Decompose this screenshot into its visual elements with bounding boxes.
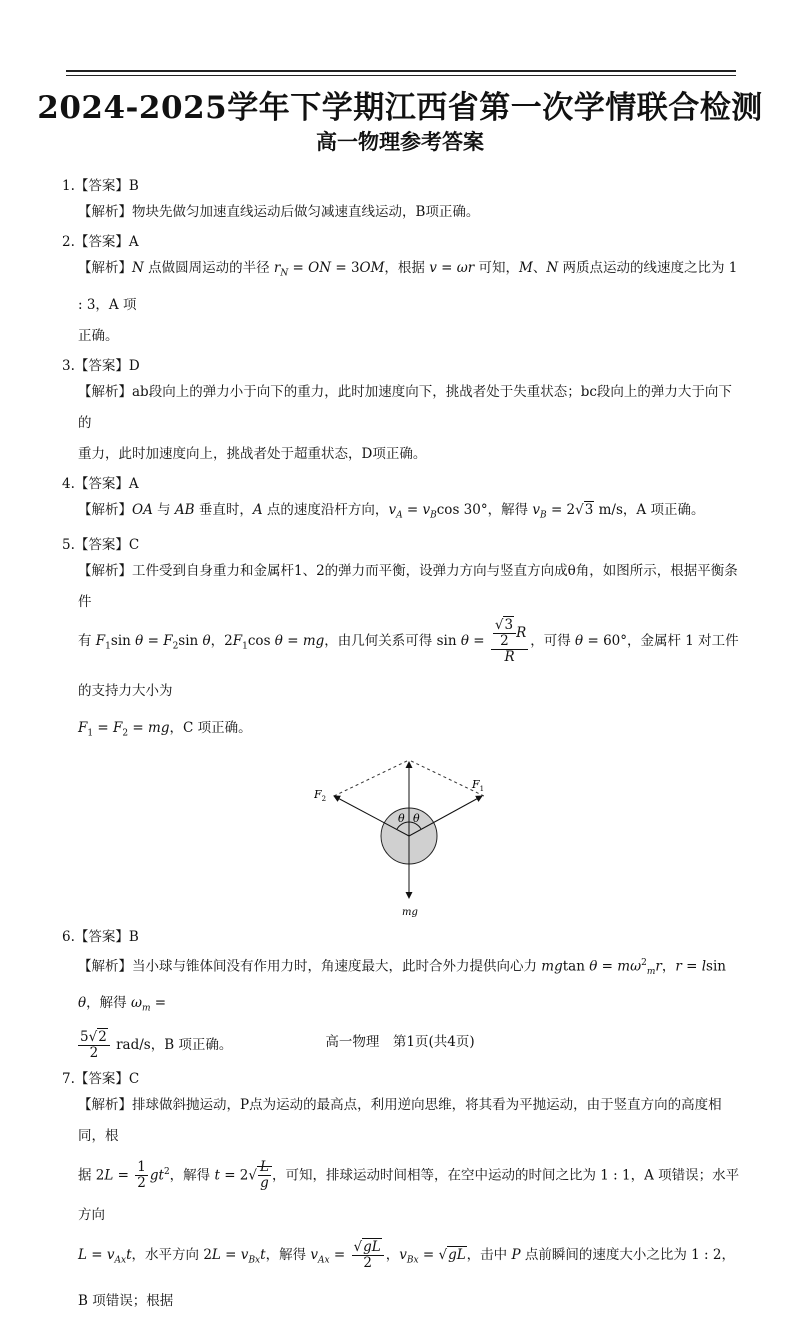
page-title: 2024-2025学年下学期江西省第一次学情联合检测 bbox=[37, 90, 763, 126]
q1-answer: 1.【答案】B bbox=[62, 178, 139, 194]
f1-label: $F_1$ bbox=[472, 777, 484, 793]
q1-analysis-text: 【解析】物块先做匀加速直线运动后做匀减速直线运动，B项正确。 bbox=[78, 204, 480, 220]
mg-label: mg bbox=[402, 906, 418, 918]
theta-label-left: θ bbox=[398, 811, 405, 825]
q7-analysis: 【解析】排球做斜抛运动，P点为运动的最高点，利用逆向思维，将其看为平抛运动，由于竖直方向的高度相同，根 据 2L = $\frac{1}{2}$ $gt^2$，解得 t = 2√ $\frac{L}{g}$ ，可知，排球运动时间相等，在空中运动的时间之比为 1 : 1，A 项错误；水平方向 $L = v_{Ax}t$，水平方向 $2L = v_{Bx}t$，解得 $v_{Ax}$ = $\frac{√gL}{2}$ ，$v_{Bx} = √gL$，击中 P 点前瞬间的速度大小之比为 1 : 2，B 项错误；根据 bbox=[62, 1090, 740, 1321]
q1-analysis bbox=[62, 197, 740, 228]
q7-analysis-line1: 【解析】排球做斜抛运动，P点为运动的最高点，利用逆向思维，将其看为平抛运动，由于竖直方向的高度相同，根 bbox=[78, 1096, 722, 1144]
header-rule-top bbox=[66, 70, 736, 72]
q5-analysis: 【解析】工件受到自身重力和金属杆1、2的弹力而平衡，设弹力方向与竖直方向成θ角，如图所示，根据平衡条件 有 $F_1\sin$ $\theta = F_2\sin$ θ，$2F_1\cos$ θ = mg，由几何关系可得 sin θ = $\frac{√3}{2}$ R R ，可得 θ = 60°，金属杆 1 对工件的支持力大小为 $F_1 = F_2$ = mg，C 项正确。 bbox=[62, 556, 740, 749]
q3-analysis-line2: 重力，此时加速度向上，挑战者处于超重状态，D项正确。 bbox=[78, 445, 427, 462]
q2-answer: 2.【答案】A bbox=[62, 234, 139, 250]
force-diagram bbox=[62, 758, 740, 923]
q7-answer: 7.【答案】C bbox=[62, 1070, 140, 1087]
q5-answer: 5.【答案】C bbox=[62, 537, 140, 554]
q4-answer: 4.【答案】A bbox=[62, 475, 139, 492]
answer-content bbox=[62, 172, 740, 1321]
page-subtitle: 高一物理参考答案 bbox=[316, 130, 484, 154]
theta-label-right: θ bbox=[413, 811, 420, 825]
q6-analysis: 【解析】当小球与锥体间没有作用力时，角速度最大，此时合外力提供向心力 mgtan $\theta = m\omega^2_mr$，r = lsin θ，解得 $\omega_m$ = $\frac{5√2}{2}$ rad/s，B 项正确。 bbox=[78, 957, 726, 1061]
q4-analysis: 【解析】OA 与 AB 垂直时，A 点的速度沿杆方向，$v_A = v_B\cos$ 30°，解得 $v_B = 2√3$ m/s，A 项正确。 bbox=[78, 501, 705, 521]
page-footer: 高一物理 第1页(共4页) bbox=[325, 1034, 475, 1050]
force-diagram-svg bbox=[314, 758, 484, 918]
header-rule-bottom bbox=[66, 75, 736, 76]
q2-analysis: 【解析】N 点做圆周运动的半径 $r_N$ = ON = 3OM，根据 v = ωr 可知，M、N 两质点运动的线速度之比为 1 : 3，A 项 正确。 bbox=[78, 260, 738, 344]
q3-answer: 3.【答案】D bbox=[62, 357, 140, 374]
dashed-line-left bbox=[334, 760, 409, 796]
q6-answer: 6.【答案】B bbox=[62, 928, 139, 945]
q3-analysis bbox=[62, 377, 740, 470]
q5-analysis-line1: 【解析】工件受到自身重力和金属杆1、2的弹力而平衡，设弹力方向与竖直方向成θ角，如图所示，根据平衡条件 bbox=[78, 563, 738, 611]
f2-label: $F_2$ bbox=[314, 787, 327, 803]
q3-analysis-line1: 【解析】ab段向上的弹力小于向下的重力，此时加速度向下，挑战者处于失重状态；bc段向上的弹力大于向下的 bbox=[78, 383, 732, 431]
